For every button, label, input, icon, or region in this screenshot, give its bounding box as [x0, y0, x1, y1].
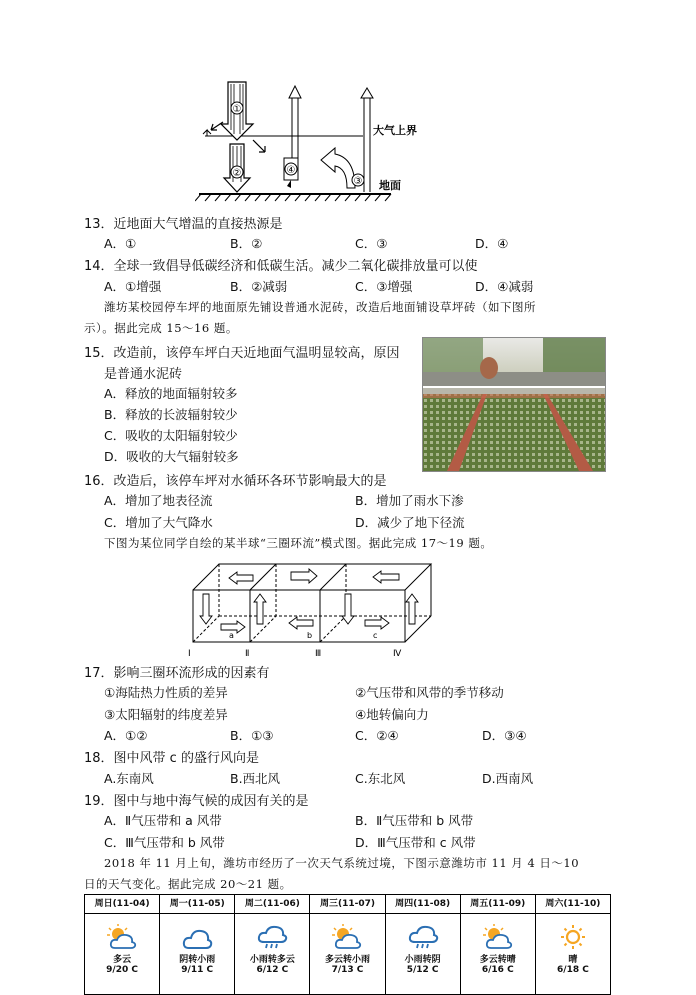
weather-temp: 6/16 C [481, 965, 514, 975]
sunny-icon [557, 924, 589, 950]
intro-20-21-line1: 2018 年 11 月上旬，潍坊市经历了一次天气系统过境，下图示意潍坊市 11 月 4 日～10 [104, 856, 580, 870]
weather-day-header: 周三(11-07) [310, 895, 385, 914]
roman-3: Ⅲ [315, 649, 322, 659]
q16-option-a[interactable]: A．增加了地表径流 [104, 493, 213, 508]
weather-day-header: 周四(11-08) [385, 895, 460, 914]
arrow-3-atmospheric-radiation [321, 88, 373, 192]
q16-stem: 16．改造后，该停车坪对水循环各环节影响最大的是 [84, 474, 387, 489]
weather-day-cell [235, 914, 310, 995]
weather-day-header: 周日(11-04) [85, 895, 160, 914]
intro-17-19: 下图为某位同学自绘的某半球“三圈环流”模式图。据此完成 17～19 题。 [104, 536, 493, 550]
arrow-1-solar [221, 82, 253, 140]
arrow-2-ground [224, 144, 250, 192]
weather-desc: 小雨转多云 [249, 955, 295, 965]
q14-option-c[interactable]: C．③增强 [355, 279, 413, 294]
roman-4: Ⅳ [393, 649, 402, 659]
q16-option-c[interactable]: C．增加了大气降水 [104, 515, 213, 530]
weather-day-cell [385, 914, 460, 995]
q17-item-4: ④地转偏向力 [355, 707, 429, 722]
intro-15-16-line2: 示）。据此完成 15～16 题。 [84, 321, 238, 335]
weather-day-cell [460, 914, 535, 995]
q19-option-d[interactable]: D．Ⅲ气压带和 c 风带 [355, 835, 476, 850]
q15-option-d[interactable]: D．吸收的大气辐射较多 [104, 449, 239, 464]
q13-option-c[interactable]: C．③ [355, 236, 388, 251]
weather-forecast-table [84, 894, 611, 995]
weather-temp: 6/18 C [557, 965, 589, 975]
cloudy-icon [181, 924, 213, 950]
q13-option-a[interactable]: A．① [104, 236, 137, 251]
q15-option-c[interactable]: C．吸收的太阳辐射较少 [104, 428, 238, 443]
q16-option-d[interactable]: D．减少了地下径流 [355, 515, 465, 530]
parking-lot-photo [422, 337, 606, 472]
weather-desc: 小雨转阴 [404, 955, 441, 965]
q14-option-d[interactable]: D．④减弱 [475, 279, 534, 294]
q13-option-b[interactable]: B．② [230, 236, 263, 251]
weather-temp: 6/12 C [256, 965, 289, 975]
q18-option-d[interactable]: D.西南风 [482, 771, 534, 786]
weather-day-header: 周一(11-05) [160, 895, 235, 914]
q18-stem: 18．图中风带 c 的盛行风向是 [84, 751, 259, 766]
belt-a-label: a [229, 631, 234, 640]
weather-day-header: 周二(11-06) [235, 895, 310, 914]
q16-option-b[interactable]: B．增加了雨水下渗 [355, 493, 464, 508]
svg-text:④: ④ [286, 165, 296, 176]
q18-option-a[interactable]: A.东南风 [104, 771, 154, 786]
atmosphere-heating-diagram [195, 78, 455, 203]
belt-c-label: c [373, 631, 378, 640]
weather-day-cell [160, 914, 235, 995]
weather-day-header: 周六(11-10) [535, 895, 610, 914]
q15-stem: 15．改造前，该停车坪白天近地面气温明显较高，原因 [84, 346, 400, 361]
q17-item-3: ③太阳辐射的纬度差异 [104, 707, 228, 722]
q19-stem: 19．图中与地中海气候的成因有关的是 [84, 794, 309, 809]
svg-text:③: ③ [353, 176, 363, 187]
q19-option-a[interactable]: A．Ⅱ气压带和 a 风带 [104, 813, 222, 828]
three-cell-circulation-diagram [185, 558, 435, 660]
q17-option-c[interactable]: C．②④ [355, 728, 399, 743]
weather-day-cell [310, 914, 385, 995]
q18-option-c[interactable]: C.东北风 [355, 771, 406, 786]
q17-item-2: ②气压带和风带的季节移动 [355, 685, 504, 700]
roman-1: Ⅰ [188, 649, 191, 659]
q17-stem: 17．影响三圈环流形成的因素有 [84, 666, 270, 681]
weather-temp: 9/20 C [106, 965, 138, 975]
q14-stem: 14．全球一致倡导低碳经济和低碳生活。减少二氧化碳排放量可以使 [84, 259, 478, 274]
arrow-4-ground-radiation [284, 86, 301, 188]
intro-15-16-line1: 潍坊某校园停车坪的地面原先铺设普通水泥砖，改造后地面铺设草坪砖（如下图所 [104, 300, 536, 314]
q15-stem-cont: 是普通水泥砖 [104, 367, 183, 382]
weather-desc: 阴转小雨 [179, 955, 216, 965]
weather-desc: 多云 [113, 955, 132, 965]
label-atmosphere-top: 大气上界 [373, 124, 417, 137]
q14-option-a[interactable]: A．①增强 [104, 279, 162, 294]
belt-b-label: b [307, 631, 313, 640]
partly-cloudy-icon [106, 924, 138, 950]
q13-option-d[interactable]: D．④ [475, 236, 509, 251]
weather-desc: 晴 [568, 955, 578, 965]
rain-icon [407, 924, 439, 950]
q19-option-c[interactable]: C．Ⅲ气压带和 b 风带 [104, 835, 225, 850]
q17-option-b[interactable]: B．①③ [230, 728, 274, 743]
svg-text:①: ① [232, 104, 242, 115]
rain-icon [256, 924, 288, 950]
q19-option-b[interactable]: B．Ⅱ气压带和 b 风带 [355, 813, 474, 828]
svg-text:②: ② [232, 168, 242, 179]
weather-day-cell [85, 914, 160, 995]
weather-temp: 9/11 C [181, 965, 214, 975]
weather-temp: 7/13 C [331, 965, 364, 975]
q15-option-a[interactable]: A．释放的地面辐射较多 [104, 386, 238, 401]
q14-option-b[interactable]: B．②减弱 [230, 279, 288, 294]
q17-item-1: ①海陆热力性质的差异 [104, 685, 228, 700]
q15-option-b[interactable]: B．释放的长波辐射较少 [104, 407, 238, 422]
weather-temp: 5/12 C [406, 965, 439, 975]
intro-20-21-line2: 日的天气变化。据此完成 20～21 题。 [84, 877, 292, 891]
weather-desc: 多云转晴 [479, 955, 516, 965]
roman-2: Ⅱ [245, 649, 250, 659]
weather-desc: 多云转小雨 [324, 955, 370, 965]
weather-day-header: 周五(11-09) [460, 895, 535, 914]
q17-option-d[interactable]: D．③④ [482, 728, 527, 743]
q13-stem: 13．近地面大气增温的直接热源是 [84, 217, 283, 232]
partly-cloudy-icon [331, 924, 363, 950]
partly-cloudy-icon [482, 924, 514, 950]
q18-option-b[interactable]: B.西北风 [230, 771, 281, 786]
label-ground: 地面 [379, 179, 401, 192]
weather-day-cell [535, 914, 610, 995]
q17-option-a[interactable]: A．①② [104, 728, 148, 743]
